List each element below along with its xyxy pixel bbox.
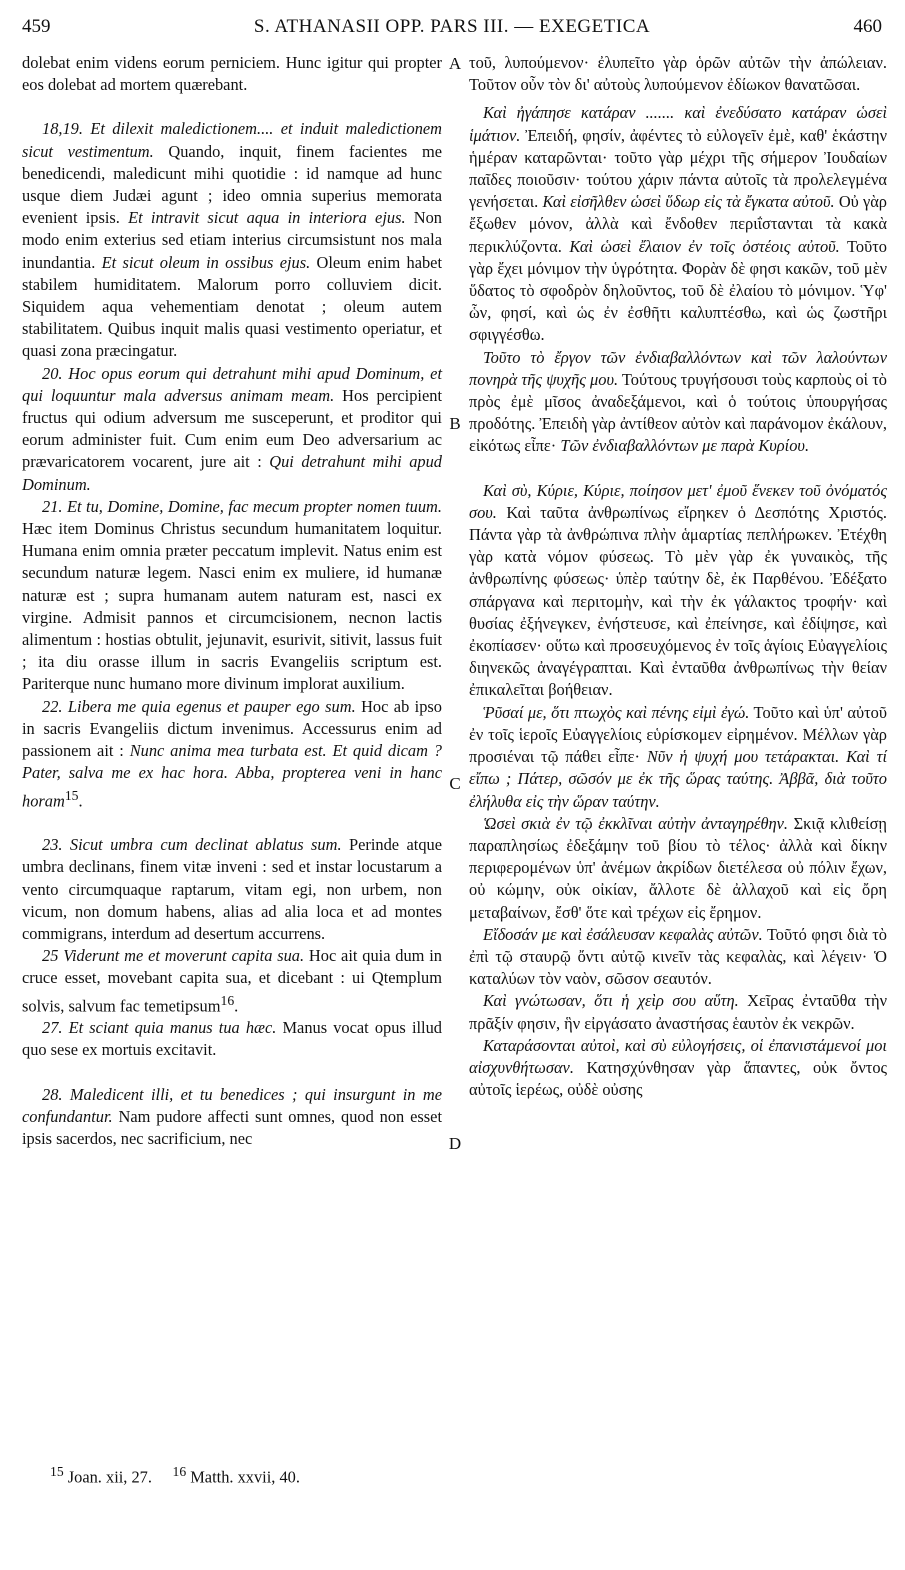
- lemma: 27. Et sciant quia manus tua hæc.: [42, 1018, 277, 1038]
- marker-d: D: [448, 1134, 462, 1153]
- lemma: Καὶ σὺ, Κύριε, Κύριε, ποίησον μετ' ἐμοῦ ἕνεκεν τοῦ ὀνόματός σου.: [469, 480, 887, 522]
- footnotes: [50, 1464, 300, 1487]
- lemma: 28. Maledicent illi, et tu benedices ; qui insurgunt in me confundantur.: [22, 1084, 442, 1126]
- greek-column: [469, 52, 887, 1101]
- latin-paragraph: 27. Et sciant quia manus tua hæc. Manus vocat opus illud quo sese ex mortuis excitavit.: [22, 1018, 442, 1060]
- lemma: Καὶ εἰσῆλθεν ὡσεὶ ὕδωρ εἰς τὰ ἔγκατα αὐτοῦ.: [542, 192, 835, 212]
- lemma: Et intravit sicut aqua in interiora ejus.: [128, 208, 406, 228]
- greek-paragraph: Τοῦτο τὸ ἔργον τῶν ἐνδιαβαλλόντων καὶ τῶν λαλούντων πονηρὰ τῆς ψυχῆς μου. Τούτους τρυγήσουσι τοὺς καρποὺς οἱ τὸ πρὸς ἐμὲ μῖσος ἀναδεξάμενοι, καὶ ὁ τούτοις ὑπουργήσας προδότης. Ἐπειδὴ γὰρ ἀντίθεον αὐτὸν καὶ παράνομον ἐκάλουν, εἰκότως εἶπε· Τῶν ἐνδιαβαλλόντων με παρὰ Κυρίου.: [469, 347, 887, 456]
- greek-paragraph: Εἴδοσάν με καὶ ἐσάλευσαν κεφαλὰς αὐτῶν. Τοῦτό φησι διὰ τὸ ἐπὶ τῷ σταυρῷ ὄντι αὐτῷ κινεῖν τὰς κεφαλὰς, καὶ λέγειν· Ὁ καταλύων τὸν ναὸν, σῶσον σεαυτόν.: [469, 924, 887, 989]
- running-title: S. ATHANASII OPP. PARS III. — EXEGETICA: [253, 16, 651, 37]
- lemma: 18,19. Et dilexit maledictionem.... et induit maledictionem sicut vestimentum.: [22, 119, 442, 161]
- lemma: 22. Libera me quia egenus et pauper ego sum.: [42, 696, 356, 716]
- lemma: Νῦν ἡ ψυχή μου τετάρακται. Καὶ τί εἴπω ; Πάτερ, σῶσόν με ἐκ τῆς ὥρας ταύτης. Ἀββᾶ, διὰ τοῦτο ἐλήλυθα εἰς τὴν ὥραν ταύτην.: [469, 747, 887, 811]
- lemma: 23. Sicut umbra cum declinat ablatus sum.: [42, 835, 342, 855]
- greek-paragraph: τοῦ, λυπούμενον· ἐλυπεῖτο γὰρ ὁρῶν αὐτῶν τὴν ἀπώλειαν. Τοῦτον οὖν τὸν δι' αὐτοὺς λυπούμενον ἐδίωκον θανατῶσαι.: [469, 53, 887, 95]
- lemma: Τοῦτο τὸ ἔργον τῶν ἐνδιαβαλλόντων καὶ τῶν λαλούντων πονηρὰ τῆς ψυχῆς μου.: [469, 347, 887, 389]
- footnote-number: 15: [50, 1464, 64, 1479]
- lemma: 21. Et tu, Domine, Domine, fac mecum propter nomen tuum.: [42, 496, 442, 516]
- lemma: Καὶ γνώτωσαν, ὅτι ἡ χεὶρ σου αὕτη.: [483, 991, 739, 1011]
- page-number-left: 459: [22, 16, 51, 37]
- lemma: Et sicut oleum in ossibus ejus.: [101, 252, 311, 272]
- lemma: Καταράσονται αὐτοὶ, καὶ σὺ εὐλογήσεις, οἱ ἐπανιστάμενοί μοι αἰσχυνθήτωσαν.: [469, 1035, 887, 1077]
- lemma: 20. Hoc opus eorum qui detrahunt mihi apud Dominum, et qui loquuntur mala adversus animam meam.: [22, 363, 442, 405]
- latin-paragraph: 25 Viderunt me et moverunt capita sua. Hoc ait quia dum in cruce esset, movebant capita sua, et dicebant : ui Qtemplum solvis, salvum fac temetipsum$^{16}$.: [22, 946, 442, 1016]
- latin-paragraph: 18,19. Et dilexit maledictionem.... et induit maledictionem sicut vestimentum. Quando, inquit, finem facientes me benedicendi, maledicunt mihi quotidie : id namque ad hunc usque diem Judæi agunt ; ideo omnia superius memorata evenient ipsis. Et intravit sicut aqua in interiora ejus. Non modo enim exterius sed etiam interius circumsistunt nos mala inundantia. Et sicut oleum in ossibus ejus. Oleum enim habet stabilem humiditatem. Malorum porro colluviem dicit. Siquidem aqua vehementiam denotat ; oleum autem stabilitatem. Quibus inquit malis quasi vestimento operiatur, et quasi zona præcingatur.: [22, 119, 443, 361]
- greek-paragraph: Ὡσεὶ σκιὰ ἐν τῷ ἐκκλῖναι αὐτὴν ἀνταγηρέθην. Σκιᾷ κλιθείσῃ παραπλησίως ἐδεξάμην τοῦ βίου τὸ τέλος· ἀλλὰ καὶ δίκην περιφερομένων ὑπ' ἀνέμων ἀκρίδων διετέλεσα οὐ πόλιν ἔχων, οὐ κώμην, οὐκ οἰκίαν, ἄλλοτε δὲ ἀλλαχοῦ καὶ εἰς ὄρη μεταβαίνων, ἔσθ' ὅτε καὶ τρέχων εἰς ἔρημον.: [469, 813, 887, 922]
- greek-paragraph: Ῥῦσαί με, ὅτι πτωχὸς καὶ πένης εἰμὶ ἐγώ. Τοῦτο καὶ ὑπ' αὐτοῦ ἐν τοῖς ἱεροῖς Εὐαγγελίοις εὑρίσκομεν εἰρημένον. Μέλλων γὰρ προσιέναι τῷ πάθει εἶπε· Νῦν ἡ ψυχή μου τετάρακται. Καὶ τί εἴπω ; Πάτερ, σῶσόν με ἐκ τῆς ὥρας ταύτης. Ἀββᾶ, διὰ τοῦτο ἐλήλυθα εἰς τὴν ὥραν ταύτην.: [469, 702, 887, 811]
- lemma: Καὶ ἠγάπησε κατάραν ....... καὶ ἐνεδύσατο κατάραν ὡσεὶ ἱμάτιον.: [469, 103, 887, 145]
- marker-b: B: [449, 414, 461, 433]
- lemma: Ῥῦσαί με, ὅτι πτωχὸς καὶ πένης εἰμὶ ἐγώ.: [483, 702, 750, 722]
- greek-paragraph: Καὶ ἠγάπησε κατάραν ....... καὶ ἐνεδύσατο κατάραν ὡσεὶ ἱμάτιον. Ἐπειδή, φησίν, ἀφέντες τὸ εὐλογεῖν ἐμὲ, καθ' ἑκάστην ἡμέραν καταρῶνται· τοῦτο γὰρ μέχρι τῆς σήμερον Ἰουδαίων παῖδες ποιοῦσιν· τούτου χάριν πάντα αὐτοῖς τὰ προλελεγμένα γενήσεται. Καὶ εἰσῆλθεν ὡσεὶ ὕδωρ εἰς τὰ ἔγκατα αὐτοῦ. Οὐ γὰρ ἔξωθεν μόνον, ἀλλὰ καὶ ἔνδοθεν περιΐστανται τὰ κακὰ περικλύζοντα. Καὶ ὡσεὶ ἔλαιον ἐν τοῖς ὀστέοις αὐτοῦ. Τοῦτο γὰρ ἔχει μόνιμον τὴν ὑγρότητα. Φορὰν δὲ φησι κακῶν, τοῦ μὲν ὕδατος τὸ σφοδρὸν δηλοῦντος, τοῦ δὲ ἐλαίου τὸ μόνιμον. Ὑφ' ὧν, φησί, καὶ ὡς ἐν ἐσθῆτι καλυπτέσθω, καὶ ὡς ζωστῆρι σφιγγέσθω.: [469, 103, 887, 345]
- lemma: Εἴδοσάν με καὶ ἐσάλευσαν κεφαλὰς αὐτῶν.: [483, 924, 763, 944]
- footnote-ref: 16: [220, 992, 235, 1008]
- lemma: Nunc anima mea turbata est. Et quid dicam ? Pater, salva me ex hac hora. Abba, propterea veni in hanc horam: [22, 741, 442, 810]
- latin-paragraph: 21. Et tu, Domine, Domine, fac mecum propter nomen tuum. Hæc item Dominus Christus secundum humanitatem loquitur. Humana enim omnia præter peccatum implevit. Natus enim est secundum naturæ legem. Nasci enim ex muliere, id humanæ naturæ est ; supra humanam autem naturam est, nasci ex virgine. Admisit pannos et circumcisionem, necnon lactis alimentum : hostias obtulit, jejunavit, esurivit, sitivit, lassus fuit ; ita diu orasse illum in sacris Evangeliis scriptum est. Pariterque nunc humano more divinum implorat auxilium.: [22, 496, 442, 694]
- latin-paragraph: 28. Maledicent illi, et tu benedices ; qui insurgunt in me confundantur. Nam pudore affecti sunt omnes, quod non esset ipsis sacerdos, nec sacrificium, nec: [22, 1084, 442, 1149]
- greek-paragraph: Καταράσονται αὐτοὶ, καὶ σὺ εὐλογήσεις, οἱ ἐπανιστάμενοί μοι αἰσχυνθήτωσαν. Κατησχύνθησαν γὰρ ἅπαντες, οὐκ ὄντος αὐτοῖς ἱερέως, οὐδὲ οὐσης: [469, 1035, 887, 1100]
- lemma: Ὡσεὶ σκιὰ ἐν τῷ ἐκκλῖναι αὐτὴν ἀνταγηρέθην.: [483, 813, 788, 833]
- footnote-text: Matth. xxvii, 40.: [186, 1467, 300, 1487]
- marker-c: C: [449, 774, 461, 793]
- latin-paragraph: 23. Sicut umbra cum declinat ablatus sum. Perinde atque umbra declinans, finem vitæ inveni : sed et instar locustarum a vento circumquaque raptarum, vitam egi, non urbem, non vicum, non domum habens, alias ad alia loca et ad montes commigrans, interdum ad desertum accurrens.: [22, 835, 442, 943]
- latin-paragraph: 20. Hoc opus eorum qui detrahunt mihi apud Dominum, et qui loquuntur mala adversus animam meam. Hos percipient fructus qui odium adversum me susceperunt, et proditor qui eorum administer fuit. Cum enim eum Deo adversarium ac prævaricatorem vocarent, jure ait : Qui detrahunt mihi apud Dominum.: [22, 363, 443, 494]
- footnote-number: 16: [172, 1464, 187, 1479]
- page-number-right: 460: [853, 16, 882, 37]
- marker-a: A: [448, 54, 462, 73]
- lemma: Qui detrahunt mihi apud Dominum.: [22, 452, 442, 494]
- footnote-ref: 15: [64, 787, 79, 803]
- lemma: 25 Viderunt me et moverunt capita sua.: [42, 946, 305, 966]
- greek-paragraph: Καὶ γνώτωσαν, ὅτι ἡ χεὶρ σου αὕτη. Χεῖρας ἐνταῦθα τὴν πρᾶξίν φησιν, ἣν εἰργάσατο ἀναστήσας ἑαυτὸν ἐκ νεκρῶν.: [469, 991, 887, 1033]
- lemma: Τῶν ἐνδιαβαλλόντων με παρὰ Κυρίου.: [560, 436, 810, 456]
- latin-paragraph: dolebat enim videns eorum perniciem. Hunc igitur qui propter eos dolebat ad mortem quærebant.: [22, 53, 442, 95]
- margin-markers: [443, 0, 467, 1570]
- lemma: Καὶ ὡσεὶ ἔλαιον ἐν τοῖς ὀστέοις αὐτοῦ.: [569, 236, 840, 256]
- latin-paragraph: 22. Libera me quia egenus et pauper ego sum. Hoc ab ipso in sacris Evangeliis dictum invenimus. Accessurus enim ad passionem ait : Nunc anima mea turbata est. Et quid dicam ? Pater, salva me ex hac hora. Abba, propterea veni in hanc horam$^{15}$.: [22, 696, 442, 810]
- footnote-text: Joan. xii, 27.: [63, 1467, 152, 1487]
- greek-paragraph: Καὶ σὺ, Κύριε, Κύριε, ποίησον μετ' ἐμοῦ ἕνεκεν τοῦ ὀνόματός σου. Καὶ ταῦτα ἀνθρωπίνως εἴρηκεν ὁ Δεσπότης Χριστός. Πάντα γὰρ τὰ ἀνθρώπινα πλὴν ἁμαρτίας πεπλήρωκεν. Ἐτέχθη γὰρ κατὰ νόμον φύσεως. Τὸ μὲν γὰρ ἐκ γυναικὸς, τῆς ἀνθρωπίνης φύσεως· ὑπὲρ ταύτην δὲ, ἐκ Παρθένου. Ἐδέξατο σπάργανα καὶ περιτομὴν, καὶ τὴν ἐκ γάλακτος τροφήν· καὶ θυσίας ἐξήνεγκεν, ἐνήστευσε, καὶ ἐπείνησε, καὶ ἐδίψησε, καὶ ἐκοπίασεν· οὕτω καὶ προσευχόμενος ἐν τοῖς ἁγίοις Εὐαγγελίοις διηνεκῶς ἀναγέγραπται. Καὶ ἐνταῦθα ἀνθρωπίνως τὴν θείαν ἐπικαλεῖται βοήθειαν.: [469, 480, 887, 700]
- latin-column: [22, 52, 442, 1150]
